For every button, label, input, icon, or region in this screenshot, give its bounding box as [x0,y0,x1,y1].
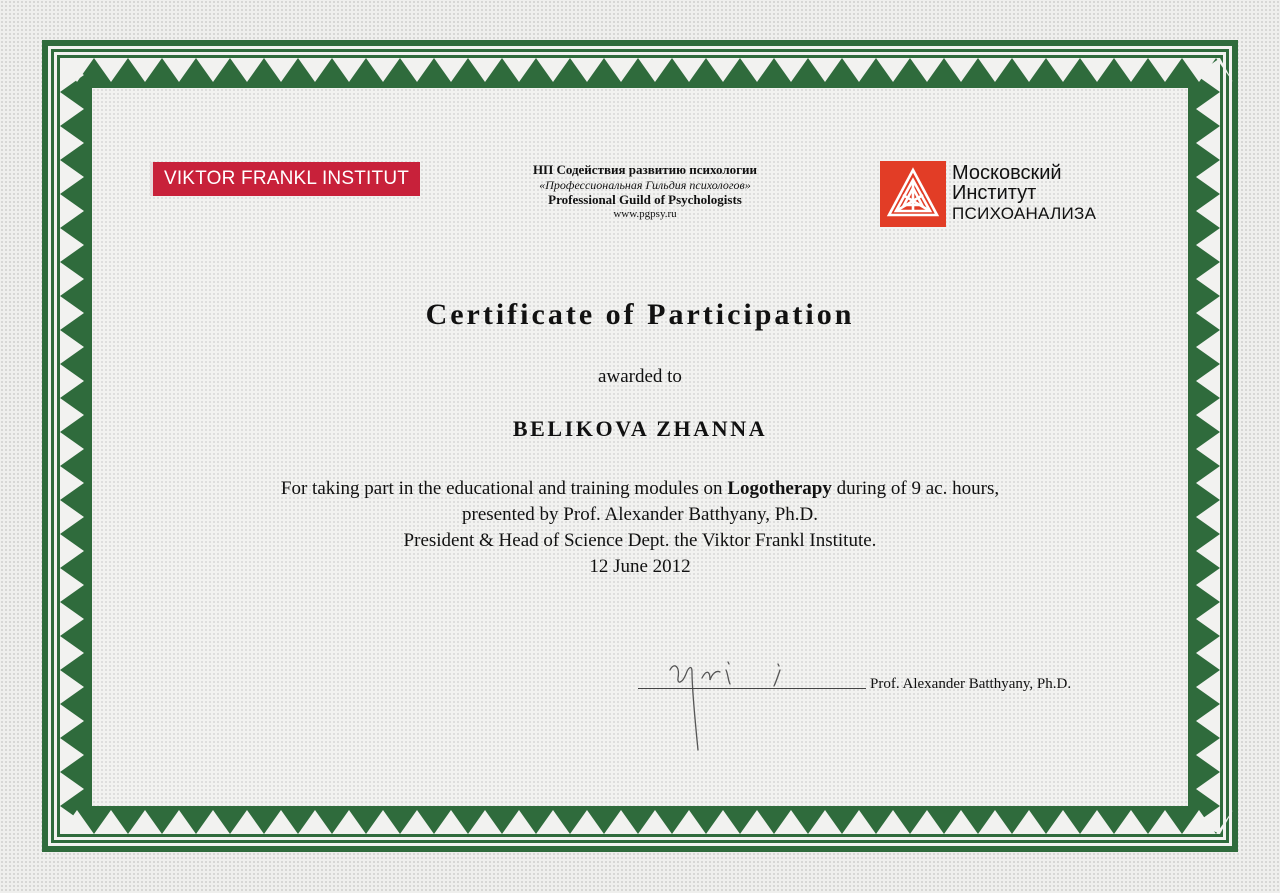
signature-block [630,640,1130,760]
mip-line-3: ПСИХОАНАЛИЗА [952,203,1097,223]
guild-line-3: Professional Guild of Psychologists [548,191,742,207]
signature-line [638,688,866,689]
certificate-title: Certificate of Participation [425,298,855,331]
guild-line-2: «Профессиональная Гильдия психологов» [539,177,751,192]
guild-website: www.pgpsy.ru [613,207,677,220]
guild-line-1: НП Содействия развитию психологии [532,162,758,177]
certificate-body [100,476,1180,580]
body-line-1 [100,476,1180,502]
body-line-1-end: during of 9 ac. hours, [831,478,1000,499]
recipient-name: BELIKOVA ZHANNA [512,416,768,441]
handwritten-signature [640,640,840,755]
body-line-2: presented by Prof. Alexander Batthyany, Ph.D. [462,504,818,525]
viktor-frankl-institut-logo [150,162,420,196]
signatory-name: Prof. Alexander Batthyany, Ph.D. [870,676,1072,692]
mip-line-1: Московский [952,162,1062,184]
guild-header [480,162,810,221]
moscow-psychoanalysis-institute-logo [880,161,1120,227]
course-name: Logotherapy [727,478,832,499]
vfi-logo-text: VIKTOR FRANKL INSTITUT [163,168,410,189]
mip-emblem-icon [880,161,946,227]
mip-line-2: Институт [952,182,1037,205]
awarded-to-label: awarded to [598,366,682,387]
body-line-3: President & Head of Science Dept. the Viktor Frankl Institute. [403,530,877,551]
body-line-1-start: For taking part in the educational and training modules on [280,478,728,499]
certificate-date: 12 June 2012 [589,556,691,577]
mip-logo-text [952,163,1096,222]
